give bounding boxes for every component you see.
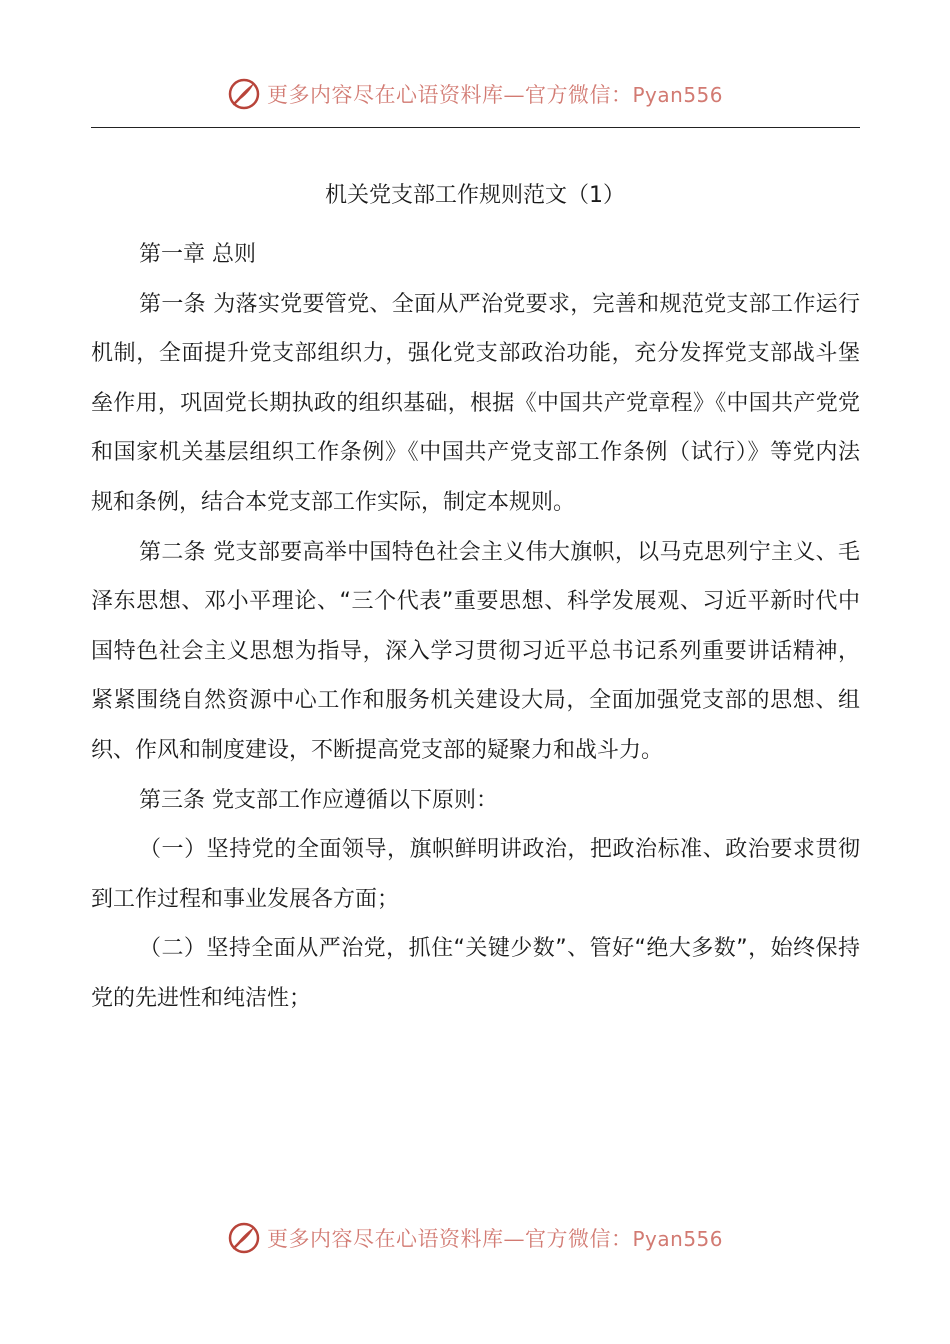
quill-pen-logo-icon	[227, 77, 261, 111]
chapter-heading: 第一章 总则	[139, 242, 256, 267]
document-title: 机关党支部工作规则范文（1）	[325, 183, 625, 208]
watermark-label: 更多内容尽在心语资料库—官方微信：	[266, 1227, 633, 1251]
header-watermark	[0, 72, 950, 116]
watermark-label: 更多内容尽在心语资料库—官方微信：	[266, 83, 633, 107]
header-divider	[91, 127, 860, 128]
watermark-wechat-id: Pyan556	[632, 83, 723, 107]
article-1: 第一条 为落实党要管党、全面从严治党要求，完善和规范党支部工作运行机制，全面提升党支部组织力，强化党支部政治功能，充分发挥党支部战斗堡垒作用，巩固党长期执政的组织基础，根据《中国共产党章程》《中国共产党党和国家机关基层组织工作条例》《中国共产党支部工作条例（试行）》等党内法规和条例，结合本党支部工作实际，制定本规则。	[91, 291, 860, 515]
document-body	[91, 230, 860, 1024]
article-3: 第三条 党支部工作应遵循以下原则：	[139, 787, 498, 813]
principle-2: （二）坚持全面从严治党，抓住“关键少数”、管好“绝大多数”，始终保持党的先进性和纯洁性；	[91, 936, 860, 1011]
watermark-wechat-id: Pyan556	[632, 1227, 723, 1251]
article-2: 第二条 党支部要高举中国特色社会主义伟大旗帜，以马克思列宁主义、毛泽东思想、邓小平理论、“三个代表”重要思想、科学发展观、习近平新时代中国特色社会主义思想为指导，深入学习贯彻习近平总书记系列重要讲话精神，紧紧围绕自然资源中心工作和服务机关建设大局，全面加强党支部的思想、组织、作风和制度建设，不断提高党支部的疑聚力和战斗力。	[91, 539, 860, 763]
quill-pen-logo-icon	[227, 1221, 261, 1255]
watermark-text	[267, 1223, 723, 1253]
watermark-text	[267, 79, 723, 109]
footer-watermark	[0, 1216, 950, 1260]
principle-1: （一）坚持党的全面领导，旗帜鲜明讲政治，把政治标准、政治要求贯彻到工作过程和事业发展各方面；	[91, 837, 860, 912]
